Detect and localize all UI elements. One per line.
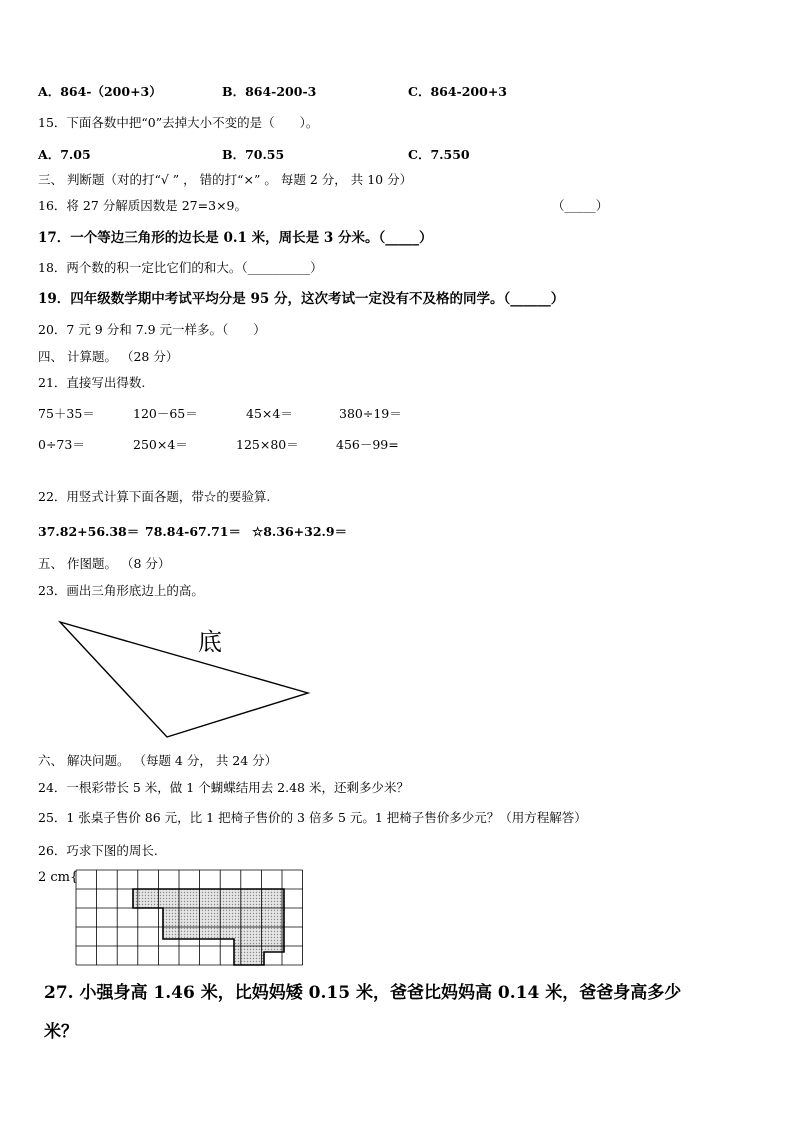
q16-answer-blank: （_____） — [552, 198, 609, 213]
q24-text: 24．一根彩带长 5 米，做 1 个蝴蝶结用去 2.48 米，还剩多少米？ — [38, 780, 409, 795]
section4-title: 四、 计算题。 （28 分） — [38, 349, 179, 364]
q15-stem: 15．下面各数中把“0”去掉大小不变的是（ ）。 — [38, 115, 319, 130]
q27-line1: 27. 小强身高 1.46 米，比妈妈矮 0.15 米，爸爸比妈妈高 0.14 米，爸爸身高多少 — [44, 983, 682, 1003]
q27-line2: 米？ — [44, 1022, 78, 1042]
q21-item: 380÷19＝ — [339, 406, 402, 421]
section3-title: 三、 判断题（对的打“√ ” ， 错的打“×” 。 每题 2 分， 共 10 分） — [38, 172, 413, 187]
q23-stem: 23．画出三角形底边上的高。 — [38, 583, 204, 598]
q22-item: 37.82+56.38＝ — [38, 524, 140, 539]
q21-item: 120－65＝ — [133, 406, 198, 421]
q20-text: 20．7 元 9 分和 7.9 元一样多。（ ） — [38, 322, 266, 337]
q21-item: 0÷73＝ — [38, 437, 85, 452]
q14-option-a: A．864-（200+3） — [38, 84, 162, 99]
q21-item: 75＋35＝ — [38, 406, 95, 421]
q15-option-a: A．7.05 — [38, 147, 91, 162]
q21-item: 250×4＝ — [133, 437, 188, 452]
q22-stem: 22．用竖式计算下面各题，带☆的要验算. — [38, 489, 271, 504]
q25-text: 25．1 张桌子售价 86 元，比 1 把椅子售价的 3 倍多 5 元。1 把椅子售价多少元？（用方程解答） — [38, 810, 587, 825]
q16-text: 16．将 27 分解质因数是 27=3×9。 — [38, 198, 247, 213]
q18-text: 18．两个数的积一定比它们的和大。（__________） — [38, 260, 323, 275]
section6-title: 六、 解决问题。 （每题 4 分， 共 24 分） — [38, 753, 278, 768]
triangle-base-label: 底 — [198, 628, 222, 656]
q22-item: 78.84-67.71＝ — [145, 524, 241, 539]
q17-text: 17．一个等边三角形的边长是 0.1 米，周长是 3 分米。（_____） — [38, 230, 433, 246]
q15-option-c: C．7.550 — [408, 147, 470, 162]
q21-item: 125×80＝ — [236, 437, 299, 452]
q21-item: 456－99= — [336, 437, 399, 452]
q21-stem: 21．直接写出得数. — [38, 375, 146, 390]
section5-title: 五、 作图题。 （8 分） — [38, 556, 171, 571]
q14-option-b: B．864-200-3 — [222, 84, 317, 99]
q21-item: 45×4＝ — [246, 406, 293, 421]
q22-item: ☆8.36+32.9＝ — [252, 524, 348, 539]
q19-text: 19．四年级数学期中考试平均分是 95 分，这次考试一定没有不及格的同学。（______） — [38, 291, 565, 307]
q26-stem: 26．巧求下图的周长. — [38, 843, 158, 858]
q14-option-c: C．864-200+3 — [408, 84, 507, 99]
q26-scale-label: 2 cm{ — [38, 870, 79, 885]
q15-option-b: B．70.55 — [222, 147, 285, 162]
